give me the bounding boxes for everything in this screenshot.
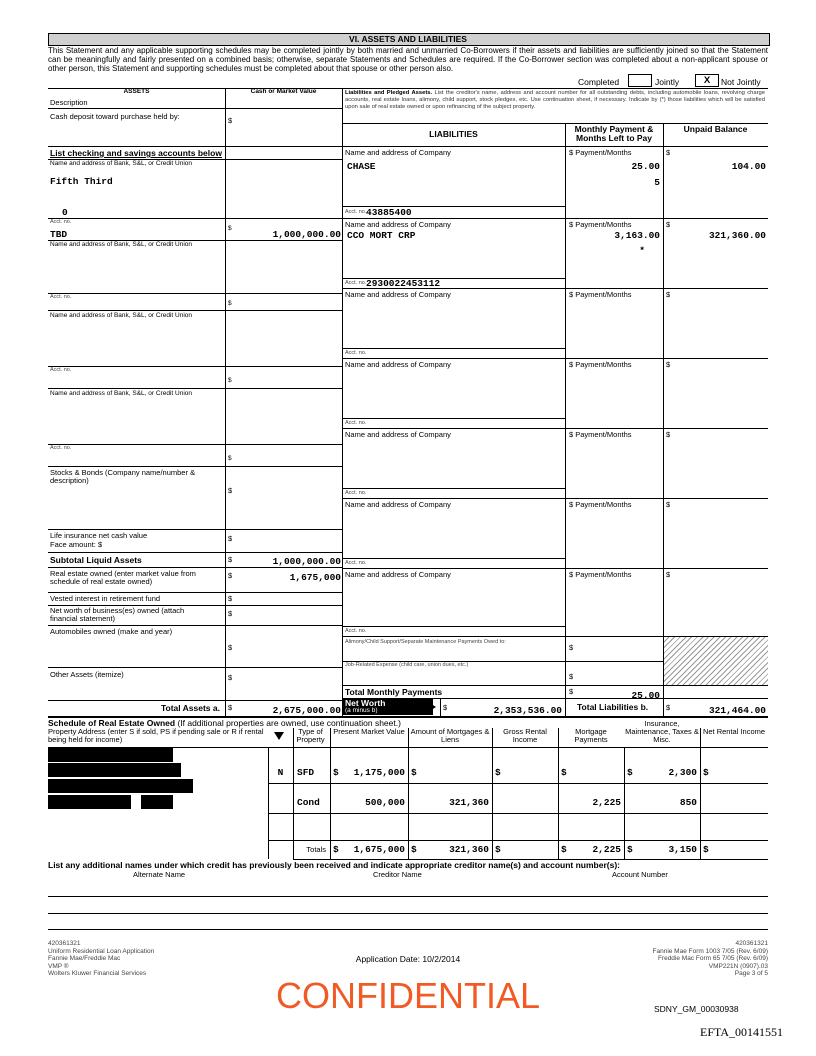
liab4-balance-dollar: $ <box>666 360 671 369</box>
bank4-acct-label: Acct. no. <box>50 445 72 451</box>
col-market: Present Market Value <box>333 727 405 736</box>
liab7-balance-dollar: $ <box>666 570 671 579</box>
autos-label: Automobiles owned (make and year) <box>50 627 173 636</box>
liab1-balance: 104.00 <box>731 161 766 172</box>
assets-header: ASSETS <box>123 88 150 95</box>
total-monthly-dollar: $ <box>569 687 574 696</box>
net-worth-label: Net Worth <box>345 698 386 708</box>
totals-market: 1,675,000 <box>353 844 405 855</box>
total-assets-dollar: $ <box>228 703 233 712</box>
vested-dollar: $ <box>228 594 233 603</box>
liab1-months: 5 <box>654 177 660 188</box>
bank3-label: Name and address of Bank, S&L, or Credit Union <box>50 312 192 319</box>
business-label: Net worth of business(es) owned (attach financial statement) <box>50 606 185 623</box>
total-liab-dollar: $ <box>666 703 671 712</box>
real-estate-value: 1,675,000 <box>289 572 341 583</box>
liab1-payment-label: $ Payment/Months <box>569 148 632 157</box>
col-property-arrow-icon <box>274 732 284 740</box>
total-liab-label: Total Liabilities b. <box>577 702 649 712</box>
totals-dollar-c: $ <box>495 844 501 855</box>
liab6-acct-label: Acct. no. <box>345 560 367 566</box>
liab6-payment-label: $ Payment/Months <box>569 500 632 509</box>
totals-label: Totals <box>306 845 326 854</box>
footer-right-line-1: 420361321 <box>735 940 768 947</box>
face-label: Face amount: $ <box>50 540 103 549</box>
not-jointly-checkbox[interactable] <box>695 74 719 87</box>
total-monthly-label: Total Monthly Payments <box>345 687 443 697</box>
completed-label: Completed <box>578 77 620 87</box>
bank3-acct-label: Acct. no. <box>50 367 72 373</box>
liab2-balance: 321,360.00 <box>708 230 766 241</box>
section-header: VI. ASSETS AND LIABILITIES <box>349 34 467 44</box>
bates-number: SDNY_GM_00030938 <box>654 1004 739 1014</box>
bank1-amount: 1,000,000.00 <box>272 229 341 240</box>
cash-market-header: Cash or Market Value <box>250 88 317 95</box>
bank3-dollar: $ <box>228 377 232 384</box>
totals-insurance: 3,150 <box>668 844 697 855</box>
totals-mortgages: 321,360 <box>449 844 489 855</box>
footer-left-line-5: Wolters Kluwer Financial Services <box>48 970 147 977</box>
additional-names-title: List any additional names under which credit has previously been received and indicate appropriate creditor name(s) and account number(s): <box>48 860 620 870</box>
row1-status: N <box>277 767 284 778</box>
business-dollar: $ <box>228 609 233 618</box>
liab2-acct-label: Acct. no. <box>345 280 367 286</box>
other-dollar: $ <box>228 673 233 682</box>
row2-market: 500,000 <box>365 797 405 808</box>
vested-label: Vested interest in retirement fund <box>50 594 161 603</box>
liab3-payment-label: $ Payment/Months <box>569 290 632 299</box>
life-dollar: $ <box>228 534 233 543</box>
account-number-label: Account Number <box>612 870 668 879</box>
bank2-acct-label: Acct. no. <box>50 294 72 300</box>
liab7-company-label: Name and address of Company <box>345 570 451 579</box>
cash-deposit-dollar: $ <box>228 116 233 125</box>
footer-right <box>568 940 768 978</box>
liab5-payment-label: $ Payment/Months <box>569 430 632 439</box>
schedule-title-rest: (If additional properties are owned, use continuation sheet.) <box>177 718 401 728</box>
row1-dollar-e: $ <box>627 767 633 778</box>
col-mortgages: Amount of Mortgages & Liens <box>410 727 490 744</box>
application-date: Application Date: 10/2/2014 <box>355 954 461 964</box>
row1-insurance: 2,300 <box>668 767 697 778</box>
footer-left-line-3: Fannie Mae/Freddie Mac <box>48 955 121 962</box>
footer-left <box>48 940 154 978</box>
row1-dollar-a: $ <box>333 767 339 778</box>
row2-insurance: 850 <box>679 797 697 808</box>
liab5-company-label: Name and address of Company <box>345 430 451 439</box>
footer-right-line-3: Freddie Mac Form 65 7/05 (Rev. 6/09) <box>657 955 768 962</box>
liab5-balance-dollar: $ <box>666 430 671 439</box>
row1-type: SFD <box>297 767 315 778</box>
liab5-acct-label: Acct. no. <box>345 490 367 496</box>
bank4-dollar: $ <box>228 455 232 462</box>
row1-dollar-c: $ <box>495 767 501 778</box>
subtotal-value: 1,000,000.00 <box>272 556 341 567</box>
liabilities-intro <box>345 90 765 112</box>
footer-right-line-4: VMP221N (0907).03 <box>708 962 768 970</box>
liab2-months: * <box>639 245 645 256</box>
liab3-acct-label: Acct. no. <box>345 350 367 356</box>
footer-left-line-2: Uniform Residential Loan Application <box>48 947 155 955</box>
efta-number: EFTA_00141551 <box>700 1025 784 1039</box>
liab2-company: CCO MORT CRP <box>347 230 416 241</box>
net-worth-sub: (a minus b) <box>345 707 378 714</box>
col-insurance: Insurance, Maintenance, Taxes & Misc. <box>625 719 699 744</box>
liab7-acct-label: Acct. no. <box>345 628 367 634</box>
description-label: Description <box>50 98 88 107</box>
liab1-payment: 25.00 <box>631 161 660 172</box>
liab2-company-label: Name and address of Company <box>345 220 451 229</box>
row2-payments: 2,225 <box>592 797 621 808</box>
redacted-address-2b <box>141 795 173 809</box>
footer-right-line-2: Fannie Mae Form 1003 7/05 (Rev. 6/09) <box>652 947 768 955</box>
real-estate-dollar: $ <box>228 571 233 580</box>
row1-dollar-b: $ <box>411 767 417 778</box>
liab2-payment: 3,163.00 <box>614 230 660 241</box>
real-estate-label: Real estate owned (enter market value from schedule of real estate owned) <box>50 569 196 586</box>
col-net: Net Rental Income <box>702 727 766 736</box>
confidential-stamp: CONFIDENTIAL <box>275 975 541 1016</box>
redacted-address-1a <box>48 748 173 762</box>
liab1-balance-dollar: $ <box>666 148 671 157</box>
liab1-acct-label: Acct. no. <box>345 209 367 215</box>
creditor-name-label: Creditor Name <box>373 870 422 879</box>
liab1-acct: 43885400 <box>366 207 412 218</box>
monthly-header: Monthly Payment & Months Left to Pay <box>574 124 654 143</box>
row2-mortgages: 321,360 <box>449 797 489 808</box>
col-property: Property Address (enter S if sold, PS if pending sale or R if rental being held for income) <box>48 727 264 744</box>
totals-dollar-e: $ <box>627 844 633 855</box>
liabilities-intro-bold: Liabilities and Pledged Assets. <box>345 90 433 96</box>
totals-payments: 2,225 <box>592 844 621 855</box>
redacted-address-1c <box>48 779 193 793</box>
not-jointly-label: Not Jointly <box>721 77 761 87</box>
liab4-payment-label: $ Payment/Months <box>569 360 632 369</box>
total-assets-label: Total Assets a. <box>160 703 220 713</box>
cash-deposit-label: Cash deposit toward purchase held by: <box>50 112 180 121</box>
total-monthly-value: 25.00 <box>631 690 660 701</box>
job-label: Job-Related Expense (child care, union dues, etc.) <box>345 662 469 668</box>
subtotal-dollar: $ <box>228 555 233 564</box>
liab2-payment-label: $ Payment/Months <box>569 220 632 229</box>
stocks-label: Stocks & Bonds (Company name/number & description) <box>50 468 196 485</box>
alimony-dollar: $ <box>569 643 574 652</box>
bank1-name: Fifth Third <box>50 176 113 187</box>
checking-heading: List checking and savings accounts below <box>50 148 222 158</box>
total-assets-value: 2,675,000.00 <box>272 705 341 716</box>
net-worth-value: 2,353,536.00 <box>493 705 562 716</box>
job-dollar: $ <box>569 672 574 681</box>
footer-right-line-5: Page 3 of 5 <box>734 970 768 977</box>
liab6-company-label: Name and address of Company <box>345 500 451 509</box>
net-worth-dollar: $ <box>443 703 448 712</box>
col-type: Type of Property <box>296 727 325 744</box>
bank1-label: Name and address of Bank, S&L, or Credit Union <box>50 160 192 167</box>
alternate-name-label: Alternate Name <box>133 870 186 879</box>
not-jointly-mark: X <box>703 75 711 86</box>
jointly-label: Jointly <box>655 77 680 87</box>
liab1-company-label: Name and address of Company <box>345 148 451 157</box>
liab7-payment-label: $ Payment/Months <box>569 570 632 579</box>
redacted-address-2a <box>48 795 131 809</box>
col-gross: Gross Rental Income <box>503 727 547 744</box>
unpaid-header: Unpaid Balance <box>683 124 748 134</box>
liab2-acct: 2930022453112 <box>366 278 441 289</box>
bank2-acct-no: TBD <box>50 229 68 240</box>
liab2-balance-dollar: $ <box>666 220 671 229</box>
totals-dollar-b: $ <box>411 844 417 855</box>
net-worth-arrow-icon <box>428 702 436 712</box>
intro-text: This Statement and any applicable supporting schedules may be completed jointly by both married and unmarried Co-Borrowers if their assets and liabilities are sufficiently joined so that the Statement can be meaningfully and fairly presented on a combined basis; otherwise, separate Statements and Schedules are required. If the Co-Borrower section was completed about a non-applicant spouse or other person, this Statement and supporting schedules must be completed about that spouse or other person also. <box>48 46 768 73</box>
liabilities-intro-text: List the creditor's name, address and account number for all outstanding debts, including automobile loans, revolving charge accounts, real estate loans, alimony, child support, stock pledges, etc. Use continuation sheet, if necessary. Indicate by (*) those liabilities which will be satisfied upon sale of real estate owned or upon refinancing of the subject property. <box>345 90 765 111</box>
row1-market: 1,175,000 <box>353 767 405 778</box>
footer-left-line-1: 420361321 <box>48 940 81 947</box>
col-payments: Mortgage Payments <box>574 727 608 744</box>
jointly-checkbox[interactable] <box>628 74 652 87</box>
life-label: Life insurance net cash value <box>50 531 148 540</box>
schedule-title-bold: Schedule of Real Estate Owned <box>48 718 176 728</box>
liabilities-header: LIABILITIES <box>429 129 478 139</box>
liab3-company-label: Name and address of Company <box>345 290 451 299</box>
liab1-company: CHASE <box>347 161 376 172</box>
liab3-balance-dollar: $ <box>666 290 671 299</box>
autos-dollar: $ <box>228 643 233 652</box>
totals-dollar-a: $ <box>333 844 339 855</box>
liab6-balance-dollar: $ <box>666 500 671 509</box>
totals-dollar-f: $ <box>703 844 709 855</box>
other-label: Other Assets (itemize) <box>50 670 124 679</box>
row2-type: Cond <box>297 797 320 808</box>
bank1-acct-value: 0 <box>62 207 68 218</box>
alimony-label: Alimony/Child Support/Separate Maintenance Payments Owed to: <box>345 639 506 645</box>
bank2-label: Name and address of Bank, S&L, or Credit Union <box>50 241 192 248</box>
liab4-company-label: Name and address of Company <box>345 360 451 369</box>
liab4-acct-label: Acct. no. <box>345 420 367 426</box>
redacted-address-1b <box>48 763 181 777</box>
stocks-dollar: $ <box>228 486 233 495</box>
row1-dollar-f: $ <box>703 767 709 778</box>
hatched-area <box>664 637 768 685</box>
bank1-acct-label: Acct. no. <box>50 219 72 225</box>
total-liab-value: 321,464.00 <box>708 705 766 716</box>
bank2-dollar: $ <box>228 300 232 307</box>
row1-dollar-d: $ <box>561 767 567 778</box>
subtotal-label: Subtotal Liquid Assets <box>50 555 142 565</box>
bank4-label: Name and address of Bank, S&L, or Credit Union <box>50 390 192 397</box>
totals-dollar-d: $ <box>561 844 567 855</box>
bank1-dollar: $ <box>228 225 232 232</box>
footer-left-line-4: VMP ® <box>48 962 69 970</box>
